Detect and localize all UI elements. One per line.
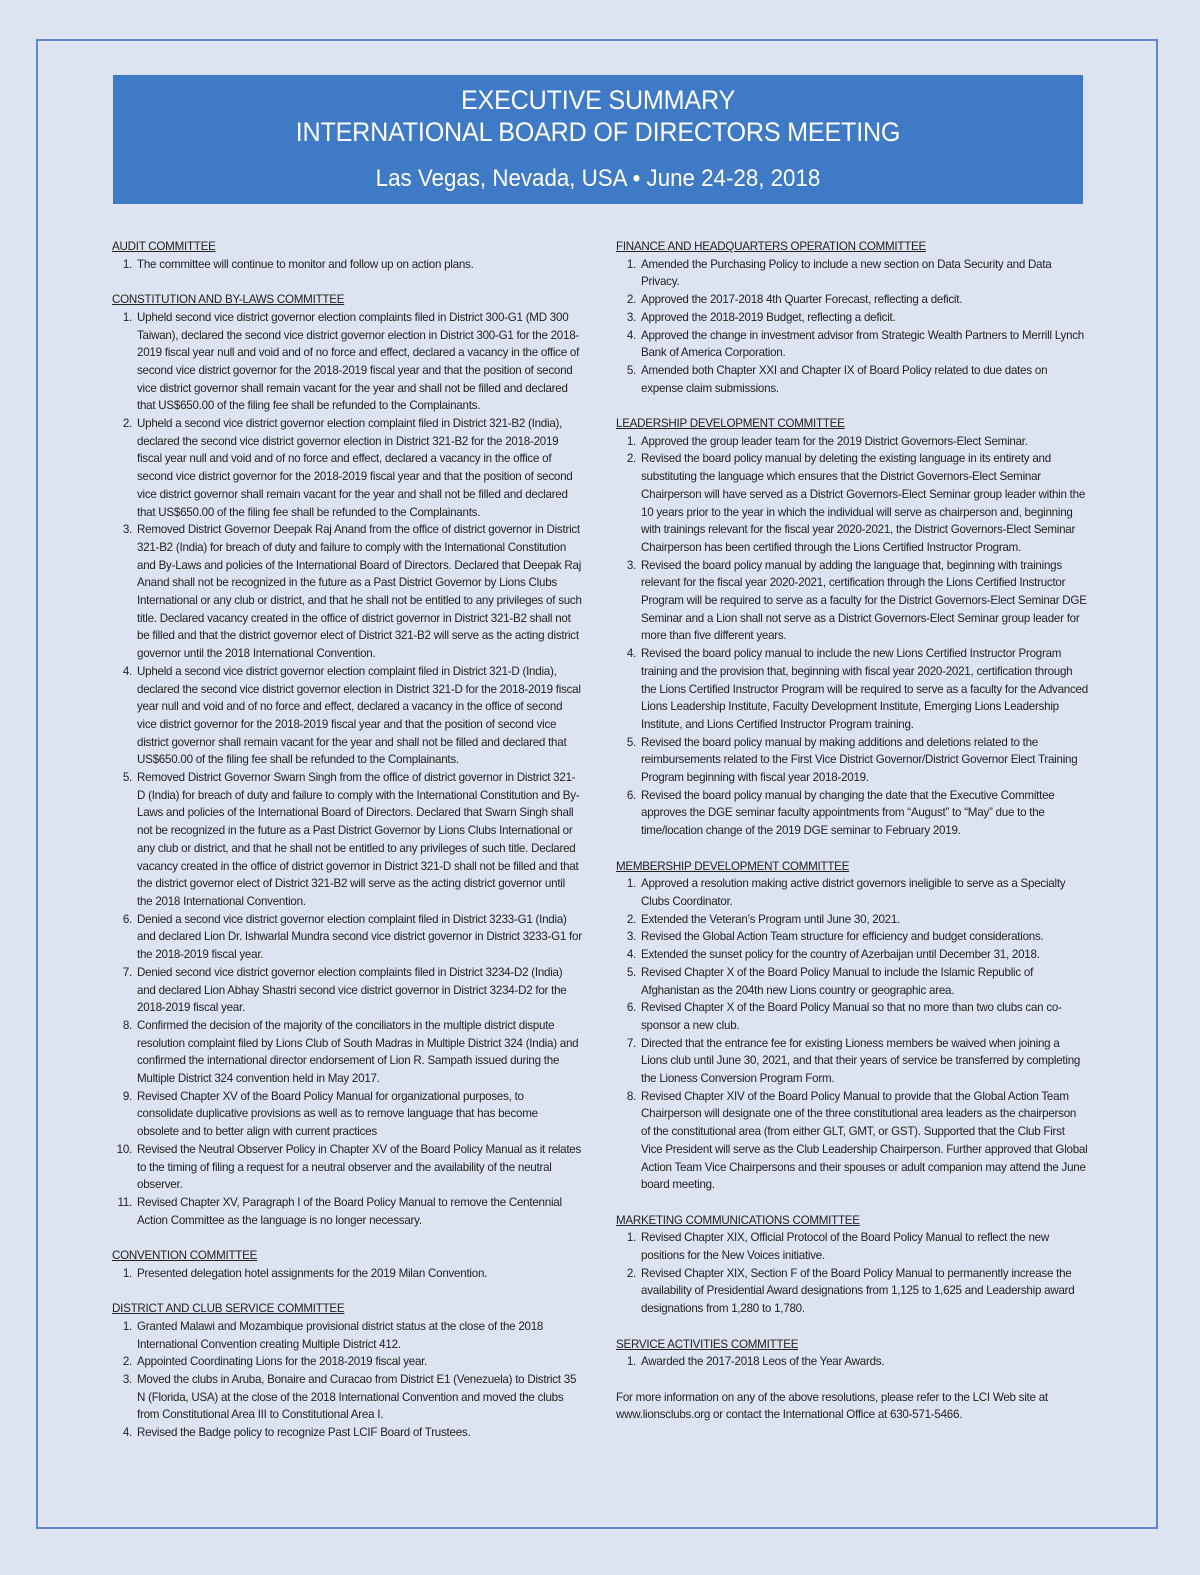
- section-audit-committee: [112, 238, 582, 273]
- list-item: [112, 415, 582, 521]
- banner-title: EXECUTIVE SUMMARY: [460, 85, 736, 115]
- list-item: [616, 450, 1088, 556]
- section-title: AUDIT COMMITTEE: [112, 240, 216, 253]
- list-item: [112, 1017, 582, 1088]
- item-number: 4.: [626, 328, 636, 342]
- item-text: Confirmed the decision of the majority of the conciliators in the multiple district dispute resolution complaint filed by Lions Club of South Madras in Multiple District 324 (India) and confirmed the international director endorsement of Lion R. Sampath issued during the Multiple District 324 convention held in May 2017.: [137, 1018, 579, 1086]
- list-item: [112, 309, 582, 415]
- header-banner: [113, 75, 1083, 204]
- item-number: 3.: [626, 558, 636, 572]
- item-text: Awarded the 2017-2018 Leos of the Year Awards.: [641, 1355, 885, 1369]
- item-text: Revised Chapter X of the Board Policy Manual so that no more than two clubs can co-sponsor a new club.: [641, 1001, 1062, 1032]
- resolution-list: [112, 1265, 582, 1283]
- item-number: 2.: [626, 293, 636, 307]
- item-text: Approved a resolution making active district governors ineligible to serve as a Specialty Clubs Coordinator.: [641, 877, 1066, 908]
- item-text: Presented delegation hotel assignments for the 2019 Milan Convention.: [137, 1266, 488, 1280]
- item-text: Extended the Veteran’s Program until June 30, 2021.: [641, 912, 901, 926]
- left-column: [112, 238, 582, 1459]
- list-item: [112, 1194, 582, 1229]
- item-text: The committee will continue to monitor and follow up on action plans.: [137, 257, 474, 271]
- section-title: LEADERSHIP DEVELOPMENT COMMITTEE: [616, 417, 845, 431]
- item-number: 11.: [117, 1195, 132, 1209]
- list-item: [112, 911, 582, 964]
- section-title: CONVENTION COMMITTEE: [112, 1249, 258, 1263]
- item-text: Approved the 2017-2018 4th Quarter Forecast, reflecting a deficit.: [641, 293, 963, 307]
- item-number: 1.: [626, 257, 636, 271]
- item-number: 1.: [626, 1355, 636, 1369]
- item-number: 1.: [122, 310, 132, 324]
- item-text: Denied a second vice district governor election complaint filed in District 3233-G1 (India) and declared Lion Dr. Ishwarlal Mundra second vice district governor in District 3233-G1 for the 2018-2019 fiscal year.: [137, 912, 582, 962]
- item-text: Revised Chapter XIV of the Board Policy Manual to provide that the Global Action Team Chairperson will designate one of the three constitutional area leaders as the chairperson of the constitutional area (from either GLT, GMT, or GST). Supported that the Club First Vice President will serve as the Club Leadership Chairperson. Further approved that Global Action Team Vice Chairpersons and their spouses or adult companion may attend the June board meeting.: [641, 1089, 1088, 1192]
- item-text: Granted Malawi and Mozambique provisional district status at the close of the 2018 International Convention creating Multiple District 412.: [137, 1319, 544, 1351]
- item-number: 2.: [122, 1355, 132, 1369]
- list-item: [616, 911, 1088, 929]
- list-item: [616, 362, 1088, 397]
- item-number: 7.: [122, 965, 132, 979]
- item-text: Revised Chapter XV of the Board Policy Manual for organizational purposes, to consolidate duplicative provisions as well as to remove language that has become obsolete and to better align with current practices: [137, 1089, 538, 1139]
- list-item: [112, 1141, 582, 1194]
- item-number: 2.: [122, 417, 132, 431]
- list-item: [112, 1088, 582, 1141]
- item-number: 1.: [122, 1319, 132, 1333]
- list-item: [616, 327, 1088, 362]
- section-title: MEMBERSHIP DEVELOPMENT COMMITTEE: [616, 859, 850, 873]
- item-text: Extended the sunset policy for the country of Azerbaijan until December 31, 2018.: [641, 948, 1040, 962]
- item-number: 3.: [626, 930, 636, 944]
- list-item: [616, 734, 1088, 787]
- list-item: [112, 256, 582, 274]
- item-text: Revised the board policy manual by adding the language that, beginning with trainings relevant for the fiscal year 2020-2021, certification through the Lions Certified Instructor Program will be required to serve as a faculty for the District Governors-Elect Seminar DGE Seminar and a Lion shall not serve as a District Governors-Elect Seminar group leader for more than five different years.: [641, 558, 1087, 643]
- item-number: 2.: [626, 912, 636, 926]
- item-number: 10.: [116, 1142, 132, 1156]
- section-marketing-communications-committee: [616, 1212, 1088, 1318]
- item-text: Removed District Governor Deepak Raj Anand from the office of district governor in District 321-B2 (India) for breach of duty and failure to comply with the International Constitution and By-Laws and policies of the International Board of Directors. Declared that Deepak Raj Anand shall not be recognized in the future as a Past District Governor by Lions Clubs International or any club or district, and that he shall not be entitled to any privileges of such title. Declared vacancy created in the office of district governor in District 321-B2 shall not be filled and that the district governor elect of District 321-B2 will serve as the acting district governor until the 2018 International Convention.: [137, 523, 582, 661]
- item-number: 3.: [122, 1372, 132, 1386]
- resolution-list: [616, 1229, 1088, 1318]
- item-number: 8.: [122, 1018, 132, 1032]
- section-membership-development-committee: [616, 858, 1088, 1194]
- item-text: Revised the board policy manual by making additions and deletions related to the reimbursements related to the First Vice District Governor/District Governor Elect Training Program beginning with fiscal year 2018-2019.: [641, 735, 1078, 785]
- item-number: 8.: [626, 1089, 636, 1103]
- resolution-list: [616, 256, 1088, 398]
- item-text: Upheld second vice district governor election complaints filed in District 300-G1 (MD 300 Taiwan), declared the second vice district governor election in District 300-G1 for the 2018-2019 fiscal year null and void and of no force and effect, declared a vacancy in the office of second vice district governor for the 2018-2019 fiscal year and that the position of second vice district governor shall remain vacant for the year and shall not be filled and declared that US$650.00 of the filing fee shall be refunded to the Complainants.: [137, 310, 580, 413]
- item-text: Directed that the entrance fee for existing Lioness members be waived when joining a Lions club until June 30, 2021, and that their years of service be transferred by completing the Lioness Conversion Program Form.: [641, 1036, 1081, 1086]
- section-title: SERVICE ACTIVITIES COMMITTEE: [616, 1337, 799, 1351]
- item-number: 7.: [626, 1036, 636, 1050]
- banner-location-date: Las Vegas, Nevada, USA • June 24-28, 2018: [375, 165, 821, 192]
- item-number: 2.: [626, 452, 636, 466]
- item-text: Revised the board policy manual by changing the date that the Executive Committee approves the DGE seminar faculty appointments from “August” to “May” due to the time/location change of the 2019 DGE seminar to February 2019.: [641, 788, 1055, 838]
- list-item: [616, 875, 1088, 910]
- item-text: Revised Chapter XIX, Official Protocol of the Board Policy Manual to reflect the new positions for the New Voices initiative.: [641, 1231, 1049, 1263]
- footer-note: For more information on any of the above resolutions, please refer to the LCI Web site at www.lionsclubs.org or contact the International Office at 630-571-5466.: [616, 1390, 1048, 1422]
- item-number: 1.: [122, 1266, 132, 1280]
- item-number: 2.: [626, 1266, 636, 1280]
- resolution-list: [112, 1318, 582, 1442]
- list-item: [616, 946, 1088, 964]
- banner-subtitle: INTERNATIONAL BOARD OF DIRECTORS MEETING: [295, 117, 901, 147]
- list-item: [616, 309, 1088, 327]
- item-text: Revised the board policy manual by deleting the existing language in its entirety and substituting the language which ensures that the District Governors-Elect Seminar Chairperson will have served as a District Governors-Elect Seminar group leader within the 10 years prior to the year in which the individual will serve as chairperson and, beginning with trainings relevant for the fiscal year 2020-2021, the District Governors-Elect Seminar Chairperson has been certified through the Lions Certified Instructor Program.: [641, 452, 1086, 554]
- item-text: Revised Chapter XV, Paragraph I of the Board Policy Manual to remove the Centennial Action Committee as the language is no longer necessary.: [137, 1195, 562, 1227]
- item-text: Upheld a second vice district governor election complaint filed in District 321-B2 (India), declared the second vice district governor election in District 321-B2 for the 2018-2019 fiscal year null and void and of no force and effect, declared a vacancy in the office of second vice district governor for the 2018-2019 fiscal year and that the position of second vice district governor shall remain vacant for the year and shall not be filled and declared that US$650.00 of the filing fee shall be refunded to the Complainants.: [137, 417, 573, 519]
- item-number: 4.: [626, 647, 636, 661]
- item-text: Approved the group leader team for the 2019 District Governors-Elect Seminar.: [641, 434, 1028, 448]
- item-number: 1.: [626, 1231, 636, 1245]
- list-item: [112, 1371, 582, 1424]
- item-number: 9.: [122, 1089, 132, 1103]
- list-item: [616, 1035, 1088, 1088]
- item-number: 4.: [122, 664, 132, 678]
- list-item: [616, 787, 1088, 840]
- item-number: 6.: [626, 1001, 636, 1015]
- list-item: [616, 433, 1088, 451]
- item-number: 3.: [626, 310, 636, 324]
- item-text: Moved the clubs in Aruba, Bonaire and Curacao from District E1 (Venezuela) to District 35 N (Florida, USA) at the close of the 2018 International Convention and moved the clubs from Constitutional Area III to Constitutional Area I.: [137, 1372, 577, 1422]
- section-title: DISTRICT AND CLUB SERVICE COMMITTEE: [112, 1302, 345, 1316]
- list-item: [616, 964, 1088, 999]
- section-service-activities-committee: [616, 1336, 1088, 1371]
- resolution-list: [616, 875, 1088, 1194]
- list-item: [616, 1353, 1088, 1371]
- item-number: 1.: [626, 877, 636, 891]
- item-text: Revised Chapter X of the Board Policy Manual to include the Islamic Republic of Afghanistan as the 204th new Lions country or geographic area.: [641, 965, 1034, 997]
- list-item: [616, 645, 1088, 734]
- item-text: Upheld a second vice district governor election complaint filed in District 321-D (India), declared the second vice district governor election in District 321-D for the 2018-2019 fiscal year null and void and of no force and effect, declared a vacancy in the office of second vice district governor for the 2018-2019 fiscal year and that the position of second vice district governor shall remain vacant for the year and shall not be filled and declared that US$650.00 of the filing fee shall be refunded to the Complainants.: [137, 664, 581, 767]
- item-text: Removed District Governor Swarn Singh from the office of district governor in District 321-D (India) for breach of duty and failure to comply with the International Constitution and By-Laws and policies of the International Board of Directors. Declared that Swarn Singh shall not be recognized in the future as a Past District Governor by Lions Clubs International or any club or district, and that he shall not be entitled to any privileges of such title. Declared vacancy created in the office of district governor in District 321-D shall not be filled and that the district governor elect of District 321-B2 will serve as the acting district governor until the 2018 International Convention.: [137, 771, 580, 908]
- list-item: [616, 928, 1088, 946]
- list-item: [112, 769, 582, 911]
- list-item: [616, 999, 1088, 1034]
- item-text: Approved the 2018-2019 Budget, reflecting a deficit.: [641, 310, 896, 324]
- item-text: Revised the Neutral Observer Policy in Chapter XV of the Board Policy Manual as it relates to the timing of filing a request for a neutral observer and the availability of the neutral observer.: [137, 1142, 582, 1192]
- list-item: [112, 1353, 582, 1371]
- item-number: 1.: [626, 434, 636, 448]
- right-column: [616, 238, 1088, 1424]
- list-item: [112, 1424, 582, 1442]
- section-constitution-and-by-laws-committee: [112, 291, 582, 1229]
- section-leadership-development-committee: [616, 415, 1088, 840]
- list-item: [112, 1265, 582, 1283]
- item-number: 3.: [122, 523, 132, 537]
- resolution-list: [112, 309, 582, 1230]
- section-convention-committee: [112, 1247, 582, 1282]
- item-number: 6.: [626, 788, 636, 802]
- item-number: 5.: [626, 363, 636, 377]
- item-text: Revised the Global Action Team structure for efficiency and budget considerations.: [641, 930, 1044, 944]
- item-text: Appointed Coordinating Lions for the 2018-2019 fiscal year.: [137, 1355, 428, 1369]
- section-title: FINANCE AND HEADQUARTERS OPERATION COMMITTEE: [616, 240, 927, 253]
- item-text: Approved the change in investment advisor from Strategic Wealth Partners to Merrill Lynch Bank of America Corporation.: [641, 328, 1085, 360]
- resolution-list: [616, 1353, 1088, 1371]
- item-number: 4.: [626, 948, 636, 962]
- item-number: 6.: [122, 912, 132, 926]
- item-number: 5.: [626, 735, 636, 749]
- section-title: CONSTITUTION AND BY-LAWS COMMITTEE: [112, 293, 345, 307]
- section-finance-and-headquarters-operation-committee: [616, 238, 1088, 397]
- item-text: Amended both Chapter XXI and Chapter IX of Board Policy related to due dates on expense claim submissions.: [641, 363, 1048, 395]
- list-item: [616, 1088, 1088, 1194]
- item-number: 1.: [122, 257, 132, 271]
- list-item: [112, 964, 582, 1017]
- item-number: 5.: [122, 771, 132, 785]
- item-text: Revised the board policy manual to include the new Lions Certified Instructor Program training and the provision that, beginning with fiscal year 2020-2021, certification through the Lions Certified Instructor Program will be required to serve as a faculty for the Advanced Lions Leadership Institute, Faculty Development Institute, Emerging Lions Leadership Institute, and Lions Certified Instructor Program training.: [641, 647, 1088, 731]
- item-number: 4.: [122, 1426, 132, 1440]
- item-text: Revised Chapter XIX, Section F of the Board Policy Manual to permanently increase the availability of Presidential Award designations from 1,125 to 1,625 and Leadership award designations from 1,280 to 1,780.: [641, 1266, 1075, 1316]
- section-district-and-club-service-committee: [112, 1300, 582, 1442]
- list-item: [112, 1318, 582, 1353]
- list-item: [616, 256, 1088, 291]
- item-text: Denied second vice district governor election complaints filed in District 3234-D2 (India) and declared Lion Abhay Shastri second vice district governor in District 3234-D2 for the 2018-2019 fiscal year.: [137, 965, 567, 1015]
- resolution-list: [112, 256, 582, 274]
- item-text: Amended the Purchasing Policy to include a new section on Data Security and Data Privacy.: [641, 257, 1052, 289]
- item-text: Revised the Badge policy to recognize Past LCIF Board of Trustees.: [137, 1426, 471, 1440]
- list-item: [616, 557, 1088, 646]
- section-title: MARKETING COMMUNICATIONS COMMITTEE: [616, 1213, 860, 1227]
- list-item: [616, 1265, 1088, 1318]
- list-item: [616, 291, 1088, 309]
- list-item: [112, 663, 582, 769]
- resolution-list: [616, 433, 1088, 840]
- list-item: [616, 1229, 1088, 1264]
- list-item: [112, 521, 582, 663]
- item-number: 5.: [626, 965, 636, 979]
